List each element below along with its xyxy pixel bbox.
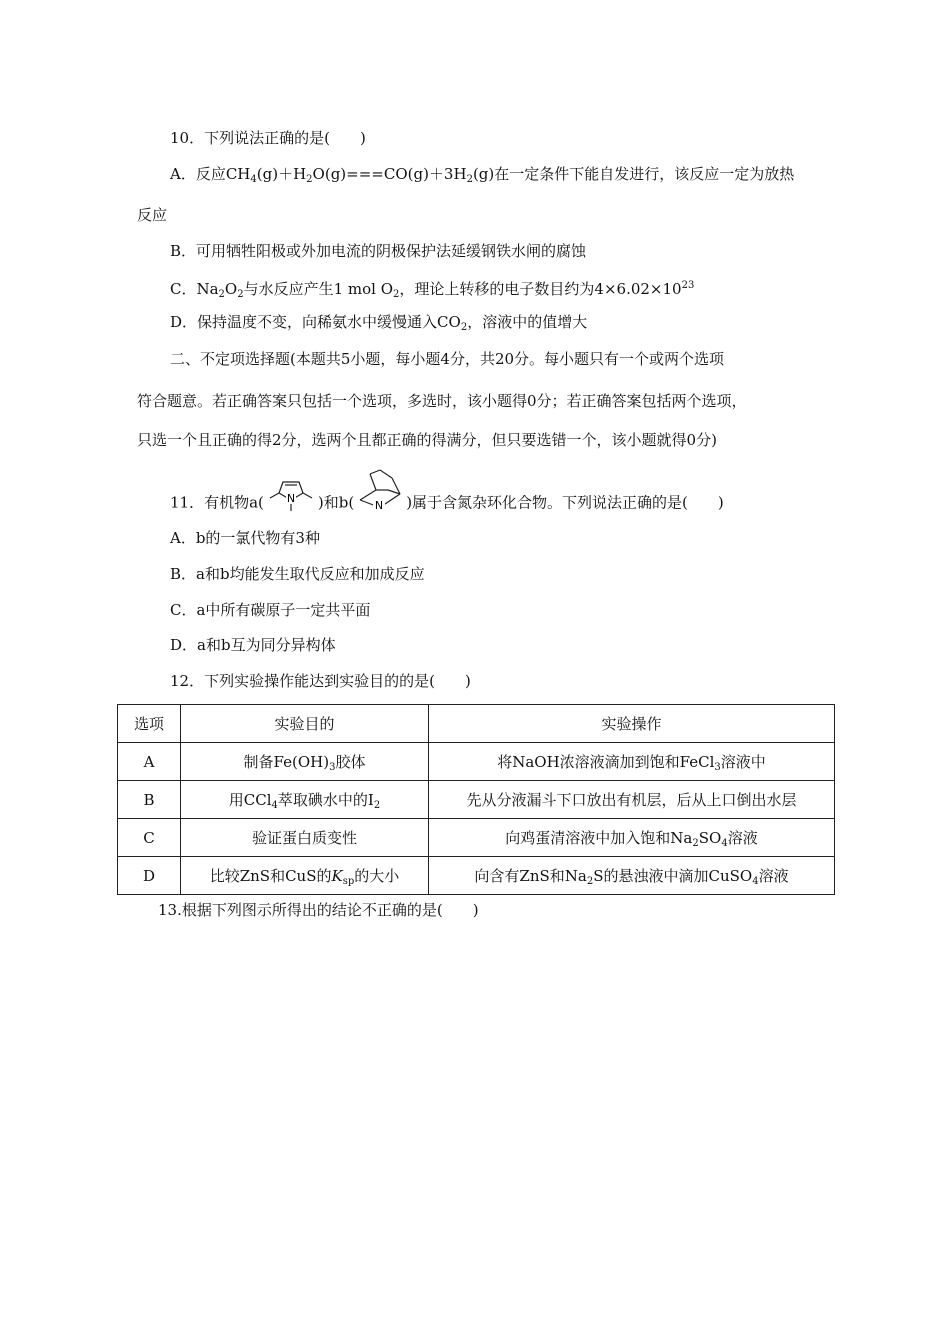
row-operation: 向鸡蛋清溶液中加入饱和$Na_2SO_4$溶液 <box>429 819 835 857</box>
row-goal: 比较ZnS和CuS的$K_{sp}$的大小 <box>181 857 429 895</box>
row-operation: 先从分液漏斗下口放出有机层，后从上口倒出水层 <box>429 781 835 819</box>
header-operation: 实验操作 <box>429 705 835 743</box>
q11-stem: 11．有机物a( N )和b( N )属于含氮杂环化合物。下列说法正确的是( ) <box>170 490 724 517</box>
q10-stem: 10．下列说法正确的是( ) <box>170 129 366 147</box>
row-goal: 制备$Fe(OH)_3$胶体 <box>181 743 429 781</box>
section2-instructions-line3: 只选一个且正确的得2分，选两个且都正确的得满分，但只要选错一个，该小题就得0分) <box>137 431 717 449</box>
molecule-b-structure <box>354 490 406 517</box>
table-header-row <box>118 705 835 743</box>
table-row <box>118 743 835 781</box>
q10-option-a: A．反应$CH_4(g)+H_2O(g)===CO(g)+3H_2(g)$在一定条件下能自发进行，该反应一定为放热 <box>170 165 795 185</box>
table-row <box>118 819 835 857</box>
row-option: C <box>118 819 181 857</box>
q11-option-a: A．b的一氯代物有3种 <box>170 529 320 547</box>
row-operation: 向含有ZnS和$Na_2S$的悬浊液中滴加CuSO$_4$溶液 <box>429 857 835 895</box>
row-option: D <box>118 857 181 895</box>
svg-text:N: N <box>286 492 296 505</box>
q10-option-b: B．可用牺牲阳极或外加电流的阴极保护法延缓钢铁水闸的腐蚀 <box>170 242 587 260</box>
header-option: 选项 <box>118 705 181 743</box>
q12-stem: 12．下列实验操作能达到实验目的的是( ) <box>170 672 471 690</box>
q10-option-c: C．$Na_2O_2$与水反应产生1 mol $O_2$，理论上转移的电子数目约为$4\times 6.02\times 10^{23}$ <box>170 280 695 300</box>
q10-option-a-continued: 反应 <box>137 206 168 224</box>
header-goal: 实验目的 <box>181 705 429 743</box>
experiment-table <box>117 704 835 895</box>
section2-instructions-line2: 符合题意。若正确答案只包括一个选项，多选时，该小题得0分；若正确答案包括两个选项， <box>137 392 747 410</box>
row-goal: 验证蛋白质变性 <box>181 819 429 857</box>
q11-option-c: C．a中所有碳原子一定共平面 <box>170 601 371 619</box>
table-row <box>118 857 835 895</box>
q11-option-d: D．a和b互为同分异构体 <box>170 636 336 654</box>
row-operation: 将NaOH浓溶液滴加到饱和FeCl$_3$溶液中 <box>429 743 835 781</box>
row-goal: 用CCl$_4$萃取碘水中的$I_2$ <box>181 781 429 819</box>
table-row <box>118 781 835 819</box>
molecule-a-structure <box>264 490 318 517</box>
svg-text:N: N <box>375 499 384 512</box>
q13-stem: 13.根据下列图示所得出的结论不正确的是( ) <box>158 901 479 919</box>
row-option: A <box>118 743 181 781</box>
q11-option-b: B．a和b均能发生取代反应和加成反应 <box>170 565 425 583</box>
section2-instructions-line1: 二、不定项选择题(本题共5小题，每小题4分，共20分。每小题只有一个或两个选项 <box>170 350 725 368</box>
row-option: B <box>118 781 181 819</box>
q10-option-d: D．保持温度不变，向稀氨水中缓慢通入$CO_2$，溶液中的值增大 <box>170 313 588 333</box>
